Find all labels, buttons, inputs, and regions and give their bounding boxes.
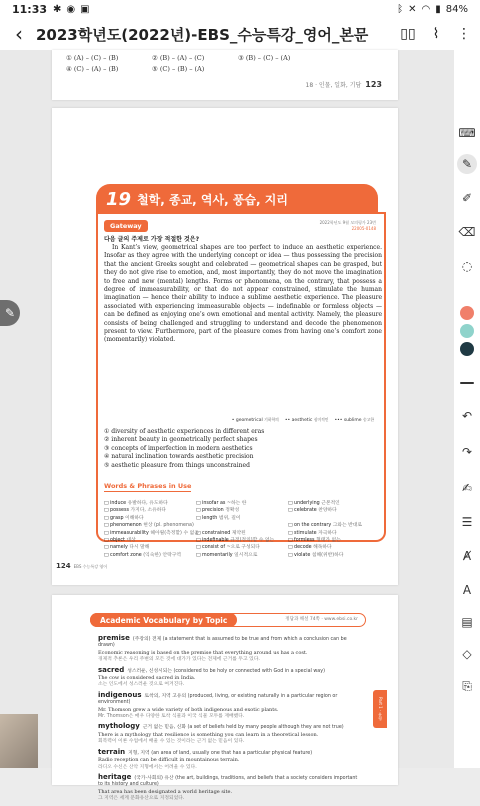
- redo-icon[interactable]: ↷: [461, 445, 473, 459]
- list-item: □ induce 유발하다, 유도하다: [104, 501, 168, 506]
- shapes-icon[interactable]: ◇: [462, 647, 472, 661]
- gateway-box: [96, 212, 386, 558]
- list-item: □ indefinable 규정(정의)할 수 없는: [196, 537, 275, 543]
- highlighter-icon[interactable]: ✐: [461, 191, 473, 205]
- list-item: heritage (국가·사회의) 유산 (the art, buildings, traditions, and beliefs that a society considers important to its history and culture) That area has been designated a world heritage site. 그 지역은 세계 문화유산으로 지정되었다.: [98, 772, 358, 802]
- undo-icon[interactable]: ↶: [461, 409, 473, 423]
- document-canvas[interactable]: [0, 50, 454, 802]
- app-bar: [0, 18, 480, 50]
- list-item: mythology 근거 없는 믿음, 신화 (a set of beliefs held by many people although they are not true) There is a mythology that resilience is something you can learn in a theoretical lesson. 회복력이 이론 수업에서 배울 수 있는 것이라는 근거 없는 믿음이 있다.: [98, 722, 344, 745]
- list-item: sacred 성스러운, 신성시되는 (considered to be holy or connected with God in a special way) The cow is considered sacred in India. 소는 인도에서 성스러운 것으로 여겨진다.: [98, 665, 325, 688]
- page-number: 123: [365, 80, 382, 89]
- question-meta: 2022학년도 9월 모의평가 23번 22005-0148: [319, 220, 376, 231]
- glossary: • geometrical 기하학의 •• aesthetic 심미적인 ••• sublime 숭고한: [231, 417, 374, 423]
- section-title: Academic Vocabulary by Topic: [90, 613, 237, 627]
- words-col-3: [288, 499, 380, 558]
- list-item: premise (주장의) 전제 (a statement that is assumed to be true and from which a conclusion can be drawn) Economic reasoning is based on the premise that everything around us has a cost. 경제적 추론은 우리 주변의 모든 것에 대가가 있다는 전제에 근거를 두고 있다.: [98, 634, 347, 663]
- pencil-icon: ✎: [4, 306, 16, 320]
- color-swatch-navy[interactable]: [460, 342, 474, 356]
- list-item: □ stimulate 자극하다: [288, 530, 337, 536]
- page-124: [52, 108, 398, 585]
- bluetooth-icon: ᛒ: [397, 3, 404, 15]
- book-view-icon[interactable]: ▯▯: [400, 26, 416, 42]
- list-item: □ formless 형태가 없는: [288, 537, 341, 543]
- option-1: ① (A) – (C) – (B): [66, 54, 119, 62]
- pen-icon[interactable]: ✎: [457, 154, 477, 174]
- words-col-1: [104, 499, 199, 558]
- list-item: □ immeasurability 헤아릴(측정할) 수 없음: [104, 530, 199, 536]
- choice-3: ③ concepts of imperfection in modern aesthetics: [104, 444, 253, 452]
- pen-size-indicator[interactable]: [460, 382, 474, 384]
- video-thumbnail[interactable]: [0, 714, 38, 768]
- option-3: ③ (B) – (C) – (A): [238, 54, 291, 62]
- pen-settings-icon[interactable]: ✍: [461, 481, 473, 495]
- list-item: indigenous 토착의, 지역 고유의 (produced, living, or existing naturally in a particular region or environment) Mr. Thomson grew a wide variety of both indigenous and exotic plants. Mr. Thomson은 매우 다양한 토착 식물과 이국 식물 모두를 재배했다.: [98, 690, 338, 720]
- list-item: □ decode 해독하다: [288, 545, 332, 551]
- section-ref: 정답과 해설 74쪽 · www.ebsi.co.kr: [285, 617, 358, 622]
- question-prompt: 다음 글의 주제로 가장 적절한 것은?: [104, 236, 200, 243]
- list-item: □ celebrate 찬양하다: [288, 508, 337, 514]
- status-bar: [0, 0, 480, 18]
- back-arrow-icon[interactable]: ‹: [15, 22, 23, 46]
- eraser-icon[interactable]: ⌫: [458, 225, 476, 239]
- gallery-icon: ▣: [80, 3, 90, 15]
- list-item: [196, 521, 288, 528]
- words-phrases-title: Words & Phrases in Use: [104, 482, 192, 490]
- list-item: □ namely 다시 말해: [104, 545, 150, 551]
- page-footer: 18 · 인물, 일화, 기담 123: [305, 80, 382, 89]
- words-phrases-list: [104, 499, 380, 558]
- choice-5: ⑤ aesthetic pleasure from things unconstrained: [104, 461, 250, 469]
- list-item: □ length 범위, 길이: [196, 515, 241, 521]
- more-options-icon[interactable]: ⋮: [457, 26, 471, 42]
- unit-banner: [96, 184, 378, 214]
- gateway-label: Gateway: [104, 220, 148, 232]
- list-item: □ grasp 이해하다: [104, 515, 144, 521]
- list-item: □ phenomenon 현상 (pl. phenomena): [104, 523, 194, 529]
- words-col-2: [196, 499, 288, 558]
- choice-2: ② inherent beauty in geometrically perfect shapes: [104, 436, 258, 444]
- unit-title: 철학, 종교, 역사, 풍습, 지리: [137, 192, 288, 207]
- text-style-icon[interactable]: A: [462, 583, 472, 597]
- list-item: □ precision 정확성: [196, 508, 240, 514]
- list-item: □ consist of ~으로 구성되다: [196, 545, 260, 551]
- page-layout-icon[interactable]: ▤: [461, 615, 473, 629]
- page-vocabulary: [52, 595, 398, 802]
- list-item: □ momentarily 일시적으로: [196, 552, 258, 558]
- text-layout-icon[interactable]: ☰: [461, 515, 473, 529]
- list-item: □ possess 가지다, 소유하다: [104, 508, 167, 514]
- settings-icon: ✱: [53, 3, 62, 15]
- reading-passage: In Kant’s view, geometrical shapes are too perfect to induce an aesthetic experience. Insofar as they agree with the underlying concept or idea — thus possessing the precision that the ancient Greeks sought and celebrated — geometrical shapes can be grasped, but they do not give rise to emotion, and, most importantly, they do not move the imagination to free and new (mental) lengths. Forms or phenomena, on the contrary, that possess a degree of immeasurability, or that do not appear constrained, stimulate the human imagination — hence their ability to induce a sublime aesthetic experience. The pleasure associated with experiencing immeasurable objects — indefinable or formless objects — can be defined as enjoying one’s own emotional and mental activity. Namely, the pleasure consists of being challenged and struggling to understand and decode the phenomenon present to view. Furthermore, part of the pleasure comes from having one’s comfort zone (momentarily) violated.: [104, 244, 382, 344]
- list-item: □ violate 침해(위반)하다: [288, 552, 344, 558]
- option-5: ⑤ (C) – (B) – (A): [152, 65, 205, 73]
- color-swatch-coral[interactable]: [460, 306, 474, 320]
- option-4: ④ (C) – (A) – (B): [66, 65, 119, 73]
- list-item: □ on the contrary 그와는 반대로: [288, 523, 363, 529]
- wifi-icon: ◠: [421, 3, 431, 15]
- vocabulary-list: [98, 635, 360, 806]
- section-header: [90, 613, 366, 629]
- page-footer: 124 EBS 수능특강 영어: [56, 562, 108, 570]
- unit-number: 19: [106, 188, 132, 210]
- document-title: 2023학년도(2022년)-EBS_수능특강_영어_본문: [36, 25, 369, 44]
- list-item: □ insofar as ~하는 한: [196, 501, 247, 506]
- list-item: □ object 대상: [104, 537, 136, 543]
- annotation-toolbar: [454, 50, 480, 768]
- answer-options: [66, 54, 396, 76]
- page-number: 124: [56, 562, 71, 570]
- part-side-tab: Part 1 · 유형: [373, 690, 387, 728]
- notification-icon: ◉: [66, 3, 76, 15]
- answer-choices: [104, 428, 264, 470]
- battery-level: 84%: [445, 3, 468, 15]
- export-icon[interactable]: ⎘: [462, 678, 472, 693]
- choice-1: ① diversity of aesthetic experiences in different eras: [104, 428, 265, 435]
- attach-icon[interactable]: ⌇: [432, 26, 440, 42]
- status-time: 11:33: [12, 2, 48, 16]
- color-swatch-mint[interactable]: [460, 324, 474, 338]
- text-tool-icon[interactable]: Ⱥ: [462, 549, 472, 563]
- list-item: □ constrained 제약된: [196, 530, 246, 536]
- option-2: ② (B) – (A) – (C): [152, 54, 205, 62]
- list-item: [288, 514, 380, 521]
- list-item: □ comfort zone (익숙한) 안락구역: [104, 552, 181, 558]
- choice-4: ④ natural inclination towards aesthetic precision: [104, 453, 254, 461]
- mute-icon: ✕: [408, 3, 417, 15]
- signal-icon: ▮: [435, 3, 441, 15]
- page-123: [52, 50, 398, 100]
- list-item: terrain 지형, 지역 (an area of land, usually one that has a particular physical feature) Radio reception can be difficult in mountainous terrain. 라디오 수신은 산악 지형에서는 어려울 수 있다.: [98, 747, 313, 770]
- lasso-icon[interactable]: ◌: [461, 259, 473, 273]
- list-item: □ underlying 근본적인: [288, 501, 340, 506]
- keyboard-icon[interactable]: ⌨: [458, 126, 476, 140]
